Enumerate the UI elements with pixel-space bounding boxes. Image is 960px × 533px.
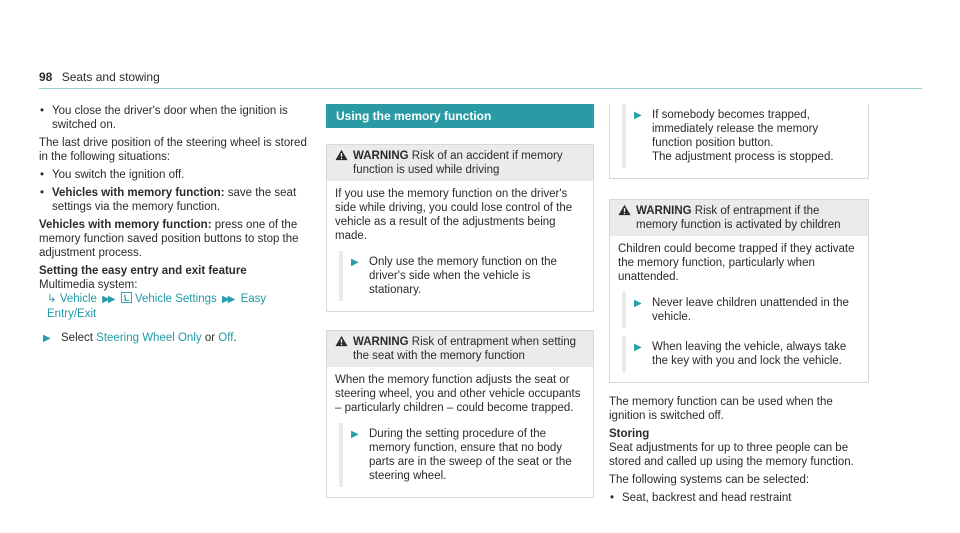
paragraph: Seat adjustments for up to three people can be stored and called up using the memory function. <box>609 442 854 468</box>
column-2 <box>326 104 594 510</box>
header-divider <box>39 88 922 89</box>
instruction-step: ▶ Select Steering Wheel Only or Off. <box>43 332 237 344</box>
warning-header <box>610 200 868 236</box>
list-item: • You close the driver's door when the ignition is switched on. <box>39 104 309 132</box>
paragraph <box>39 218 309 260</box>
warning-box <box>326 144 594 312</box>
menu-path-vehicle[interactable]: Vehicle <box>59 293 97 305</box>
list-item-text: save the seat settings via the memory function. <box>52 187 297 213</box>
warning-label: WARNING <box>636 205 692 217</box>
warning-action: ▶ During the setting procedure of the memory function, ensure that no body parts are in the sweep of the seat or the steering wheel. <box>339 423 585 487</box>
warning-title: Risk of an accident if memory function is used while driving <box>353 150 563 176</box>
setting-heading: Setting the easy entry and exit feature <box>39 265 247 277</box>
warning-continuation <box>609 104 869 179</box>
paragraph-text: press one of the memory function saved position buttons to stop the adjustment process. <box>39 219 299 259</box>
warning-body <box>610 236 868 382</box>
warning-triangle-icon <box>335 335 348 347</box>
list-item: • Seat, backrest and head restraint <box>609 491 869 505</box>
double-chevron-icon: ▶▶ <box>221 294 234 305</box>
warning-text: If you use the memory function on the driver's side while driving, you could lose control of the vehicle as a result of the adjustments being made. <box>335 188 573 242</box>
warning-action: ▶ When leaving the vehicle, always take the key with you and lock the vehicle. <box>622 336 860 372</box>
list-item <box>39 186 309 214</box>
paragraph: The last drive position of the steering wheel is stored in the following situations: <box>39 137 307 163</box>
warning-action: ▶ Never leave children unattended in the vehicle. <box>622 292 860 328</box>
option-steering-wheel-only[interactable]: Steering Wheel Only <box>96 332 202 344</box>
option-off[interactable]: Off <box>218 332 234 344</box>
warning-title: Risk of entrapment when setting the seat with the memory function <box>353 336 577 362</box>
warning-triangle-icon <box>335 149 348 161</box>
return-arrow-icon: ↳ <box>47 293 57 305</box>
action-arrow-icon: ▶ <box>351 429 359 440</box>
double-chevron-icon: ▶▶ <box>102 294 114 305</box>
action-arrow-icon: ▶ <box>43 333 51 344</box>
warning-box <box>609 199 869 383</box>
action-arrow-icon: ▶ <box>634 298 642 309</box>
warning-label: WARNING <box>353 336 409 348</box>
section-heading: Using the memory function <box>326 104 594 128</box>
menu-path-easy-entry[interactable]: Easy Entry/Exit <box>47 293 267 320</box>
warning-box <box>326 330 594 498</box>
paragraph: The memory function can be used when the ignition is switched off. <box>609 396 833 422</box>
action-arrow-icon: ▶ <box>634 342 642 353</box>
warning-text: When the memory function adjusts the seat or steering wheel, you and other vehicle occupants – particularly children – could become trapped. <box>335 374 581 414</box>
warning-title: Risk of entrapment if the memory function is activated by children <box>636 205 841 231</box>
seat-icon <box>121 292 132 303</box>
paragraph: The following systems can be selected: <box>609 474 810 486</box>
column-1 <box>39 104 309 349</box>
warning-header <box>327 145 593 181</box>
warning-body <box>327 181 593 311</box>
warning-label: WARNING <box>353 150 409 162</box>
warning-triangle-icon <box>618 204 631 216</box>
page-number: 98 <box>39 70 53 84</box>
warning-body <box>327 367 593 497</box>
warning-action: ▶ If somebody becomes trapped, immediately release the memory function position button. The adjustment process is stopped. <box>622 104 860 168</box>
warning-header <box>327 331 593 367</box>
menu-path-vehicle-settings[interactable]: Vehicle Settings <box>134 293 217 305</box>
section-title: Seats and stowing <box>61 70 160 84</box>
action-arrow-icon: ▶ <box>351 257 359 268</box>
bold-label: Vehicles with memory function: <box>39 219 212 231</box>
multimedia-label: Multimedia system: <box>39 279 138 291</box>
bold-label: Vehicles with memory function: <box>52 187 225 199</box>
menu-path <box>39 292 309 321</box>
action-arrow-icon: ▶ <box>634 110 642 121</box>
list-item: • You switch the ignition off. <box>39 168 309 182</box>
warning-text: Children could become trapped if they activate the memory function, particularly when unattended. <box>618 243 855 283</box>
page-header <box>39 70 160 84</box>
warning-action: ▶ Only use the memory function on the driver's side when the vehicle is stationary. <box>339 251 585 301</box>
column-3 <box>609 104 869 509</box>
storing-heading: Storing <box>609 428 650 440</box>
